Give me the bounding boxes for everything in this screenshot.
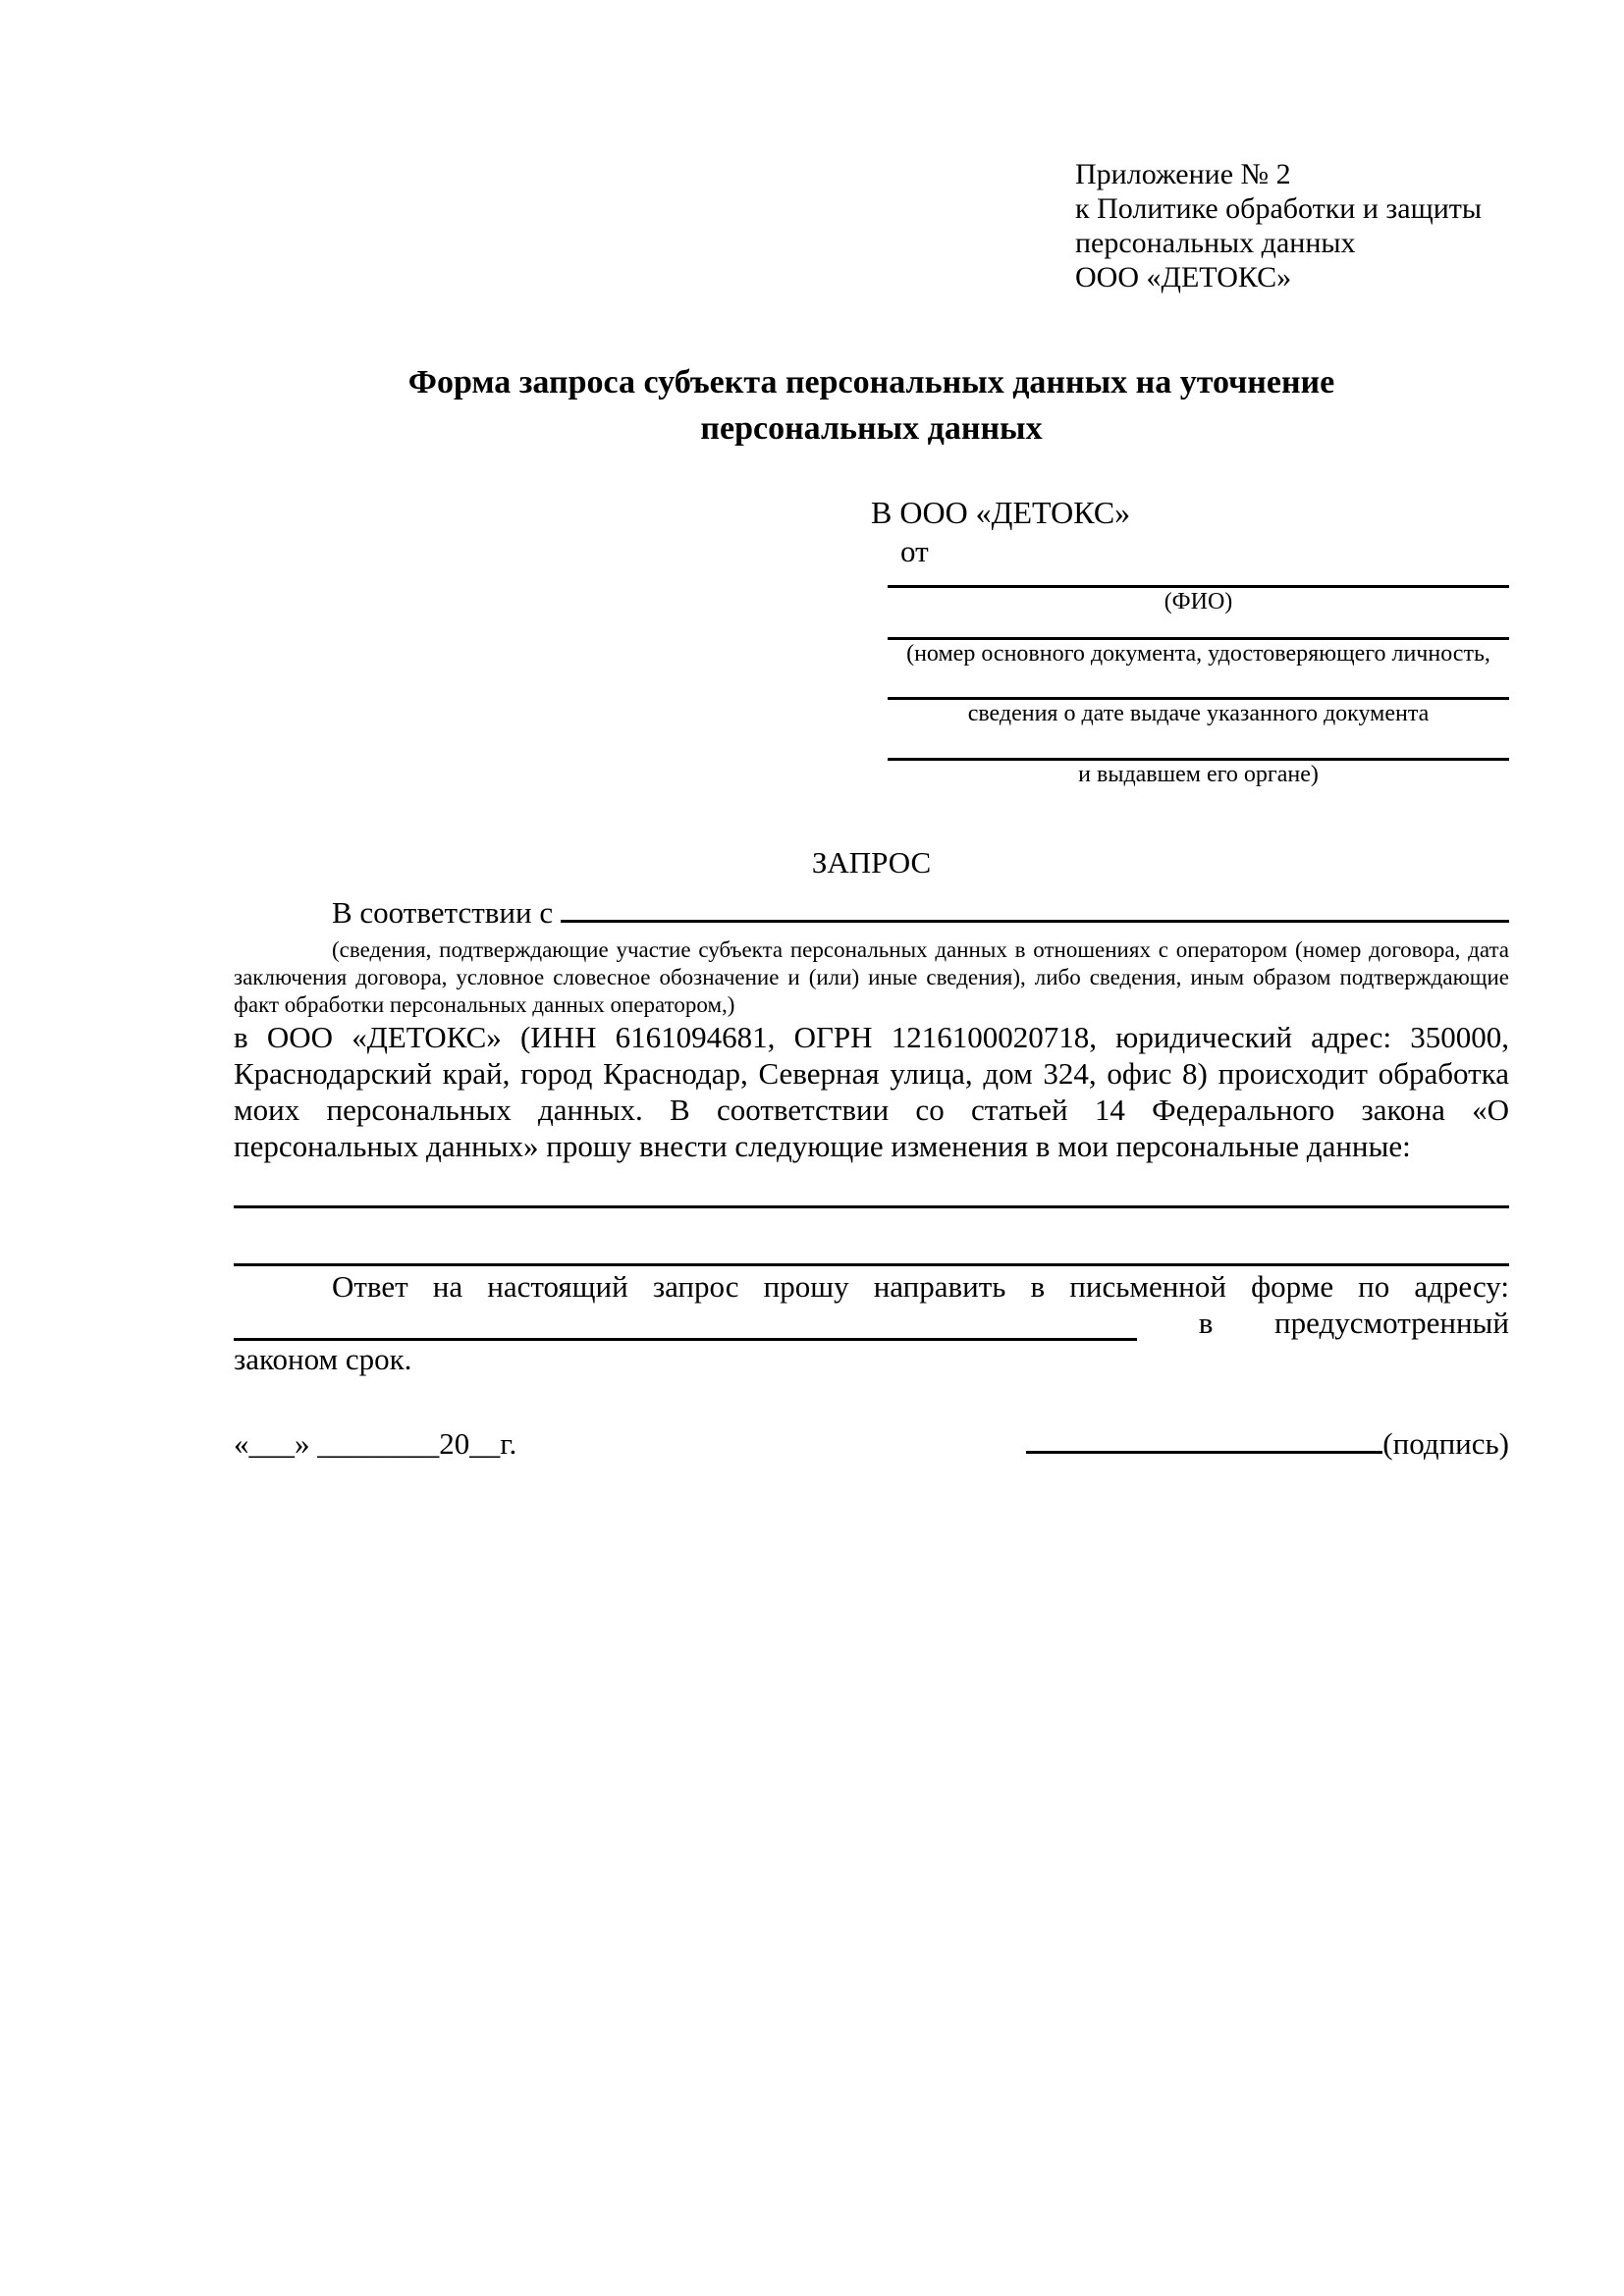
header-line: ООО «ДЕТОКС» bbox=[1075, 261, 1292, 294]
closing-text: законом срок. bbox=[234, 1342, 412, 1376]
addressee-from-label: от bbox=[900, 534, 929, 568]
issue-date-caption: сведения о дате выдаче указанного документа bbox=[967, 701, 1430, 726]
address-blank-line bbox=[234, 1308, 1137, 1341]
footer-row bbox=[234, 1421, 1509, 1464]
issue-date-blank-line bbox=[888, 667, 1509, 700]
intro-row bbox=[234, 890, 1509, 933]
header-line: Приложение № 2 bbox=[1075, 158, 1291, 190]
issue-date-field bbox=[888, 667, 1509, 727]
fio-blank-line bbox=[888, 571, 1509, 588]
form-title: Форма запроса субъекта персональных данных на уточнение персональных данных bbox=[407, 364, 1335, 447]
document-number-caption: (номер основного документа, удостоверяющего личность, bbox=[906, 641, 1490, 667]
reply-word: в bbox=[1198, 1306, 1214, 1340]
reply-address-row bbox=[234, 1305, 1509, 1341]
reply-paragraph: Ответ на настоящий запрос прошу направить в письменной форме по адресу: bbox=[332, 1269, 1509, 1304]
fio-field bbox=[888, 571, 1509, 615]
document-number-blank-line bbox=[888, 615, 1509, 640]
issuing-authority-caption: и выдавшем его органе) bbox=[1078, 762, 1319, 787]
signature-blank-line bbox=[1026, 1421, 1382, 1454]
request-heading: ЗАПРОС bbox=[811, 845, 932, 880]
signature-caption: (подпись) bbox=[1382, 1426, 1509, 1461]
date-field: «___» ________20__г. bbox=[234, 1426, 517, 1461]
fio-caption: (ФИО) bbox=[1164, 589, 1233, 614]
intro-blank-line bbox=[561, 890, 1509, 923]
reply-word: предусмотренный bbox=[1274, 1306, 1509, 1340]
body-paragraph: в ООО «ДЕТОКС» (ИНН 6161094681, ОГРН 1216100020718, юридический адрес: 350000, Краснодарский край, город Краснодар, Северная улица, дом 324, офис 8) происходит обработка моих персональных данных. В соответствии со статьей 14 Федерального закона «О персональных данных» прошу внести следующие изменения в мои персональные данные: bbox=[234, 1020, 1509, 1163]
changes-blank-line-1 bbox=[234, 1164, 1509, 1208]
header-line: персональных данных bbox=[1075, 227, 1356, 259]
header-block bbox=[1075, 157, 1509, 294]
issuing-authority-blank-line bbox=[888, 727, 1509, 761]
header-line: к Политике обработки и защиты bbox=[1075, 192, 1483, 225]
addressee-to: В ООО «ДЕТОКС» bbox=[871, 495, 1131, 530]
addressee-block bbox=[871, 493, 1509, 788]
changes-blank-line-2 bbox=[234, 1208, 1509, 1266]
document-number-field bbox=[888, 615, 1509, 667]
signature-group bbox=[1026, 1421, 1509, 1464]
issuing-authority-field bbox=[888, 727, 1509, 788]
footnote-text: (сведения, подтверждающие участие субъекта персональных данных в отношениях с оператором (номер договора, дата заключения договора, условное словесное обозначение и (или) иные сведения), либо сведения, иным образом подтверждающие факт обработки персональных данных оператором,) bbox=[234, 937, 1509, 1017]
intro-label: В соответствии с bbox=[332, 895, 554, 930]
